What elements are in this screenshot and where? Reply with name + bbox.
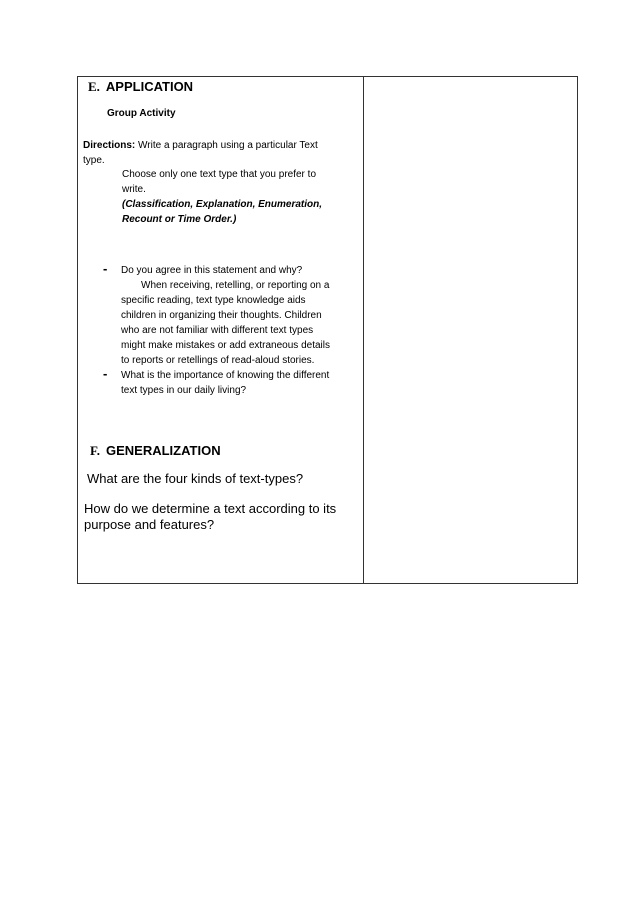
- question-agree: Do you agree in this statement and why?: [121, 265, 303, 276]
- statement-line-2: specific reading, text type knowledge aids: [121, 295, 306, 306]
- lesson-table: [77, 76, 578, 584]
- directions-label: Directions:: [83, 140, 136, 151]
- right-cell: [364, 77, 577, 583]
- left-cell: [78, 77, 363, 583]
- generalization-question-1: What are the four kinds of text-types?: [87, 471, 304, 486]
- text-type-options-line-1: (Classification, Explanation, Enumeration,: [122, 199, 323, 210]
- directions-line-1: [83, 138, 318, 153]
- generalization-title: GENERALIZATION: [106, 443, 221, 458]
- generalization-question-2-line-2: purpose and features?: [84, 517, 215, 532]
- bullet-dash-2: -: [103, 366, 108, 381]
- statement-line-6: to reports or retellings of read-aloud stories.: [121, 355, 315, 366]
- statement-line-3: children in organizing their thoughts. Children: [121, 310, 322, 321]
- generalization-letter: F.: [90, 443, 100, 458]
- text-type-options-line-2: Recount or Time Order.): [122, 214, 237, 225]
- statement-line-5: might make mistakes or add extraneous details: [121, 340, 330, 351]
- application-heading: [88, 79, 193, 95]
- generalization-question-2-line-1: How do we determine a text according to its: [84, 501, 337, 516]
- question-importance-line-1: What is the importance of knowing the different: [121, 370, 330, 381]
- directions-text: Write a paragraph using a particular Text: [135, 140, 318, 151]
- directions-line-2: type.: [83, 155, 105, 166]
- statement-line-1: When receiving, retelling, or reporting on a: [141, 280, 330, 291]
- question-importance-line-2: text types in our daily living?: [121, 385, 247, 396]
- choose-line-1: Choose only one text type that you prefer to: [122, 169, 317, 180]
- application-letter: E.: [88, 79, 100, 94]
- generalization-heading: [90, 443, 221, 459]
- statement-line-4: who are not familiar with different text types: [121, 325, 314, 336]
- choose-line-2: write.: [122, 184, 146, 195]
- bullet-dash-1: -: [103, 261, 108, 276]
- application-title: APPLICATION: [105, 79, 194, 94]
- group-activity-label: Group Activity: [107, 108, 176, 119]
